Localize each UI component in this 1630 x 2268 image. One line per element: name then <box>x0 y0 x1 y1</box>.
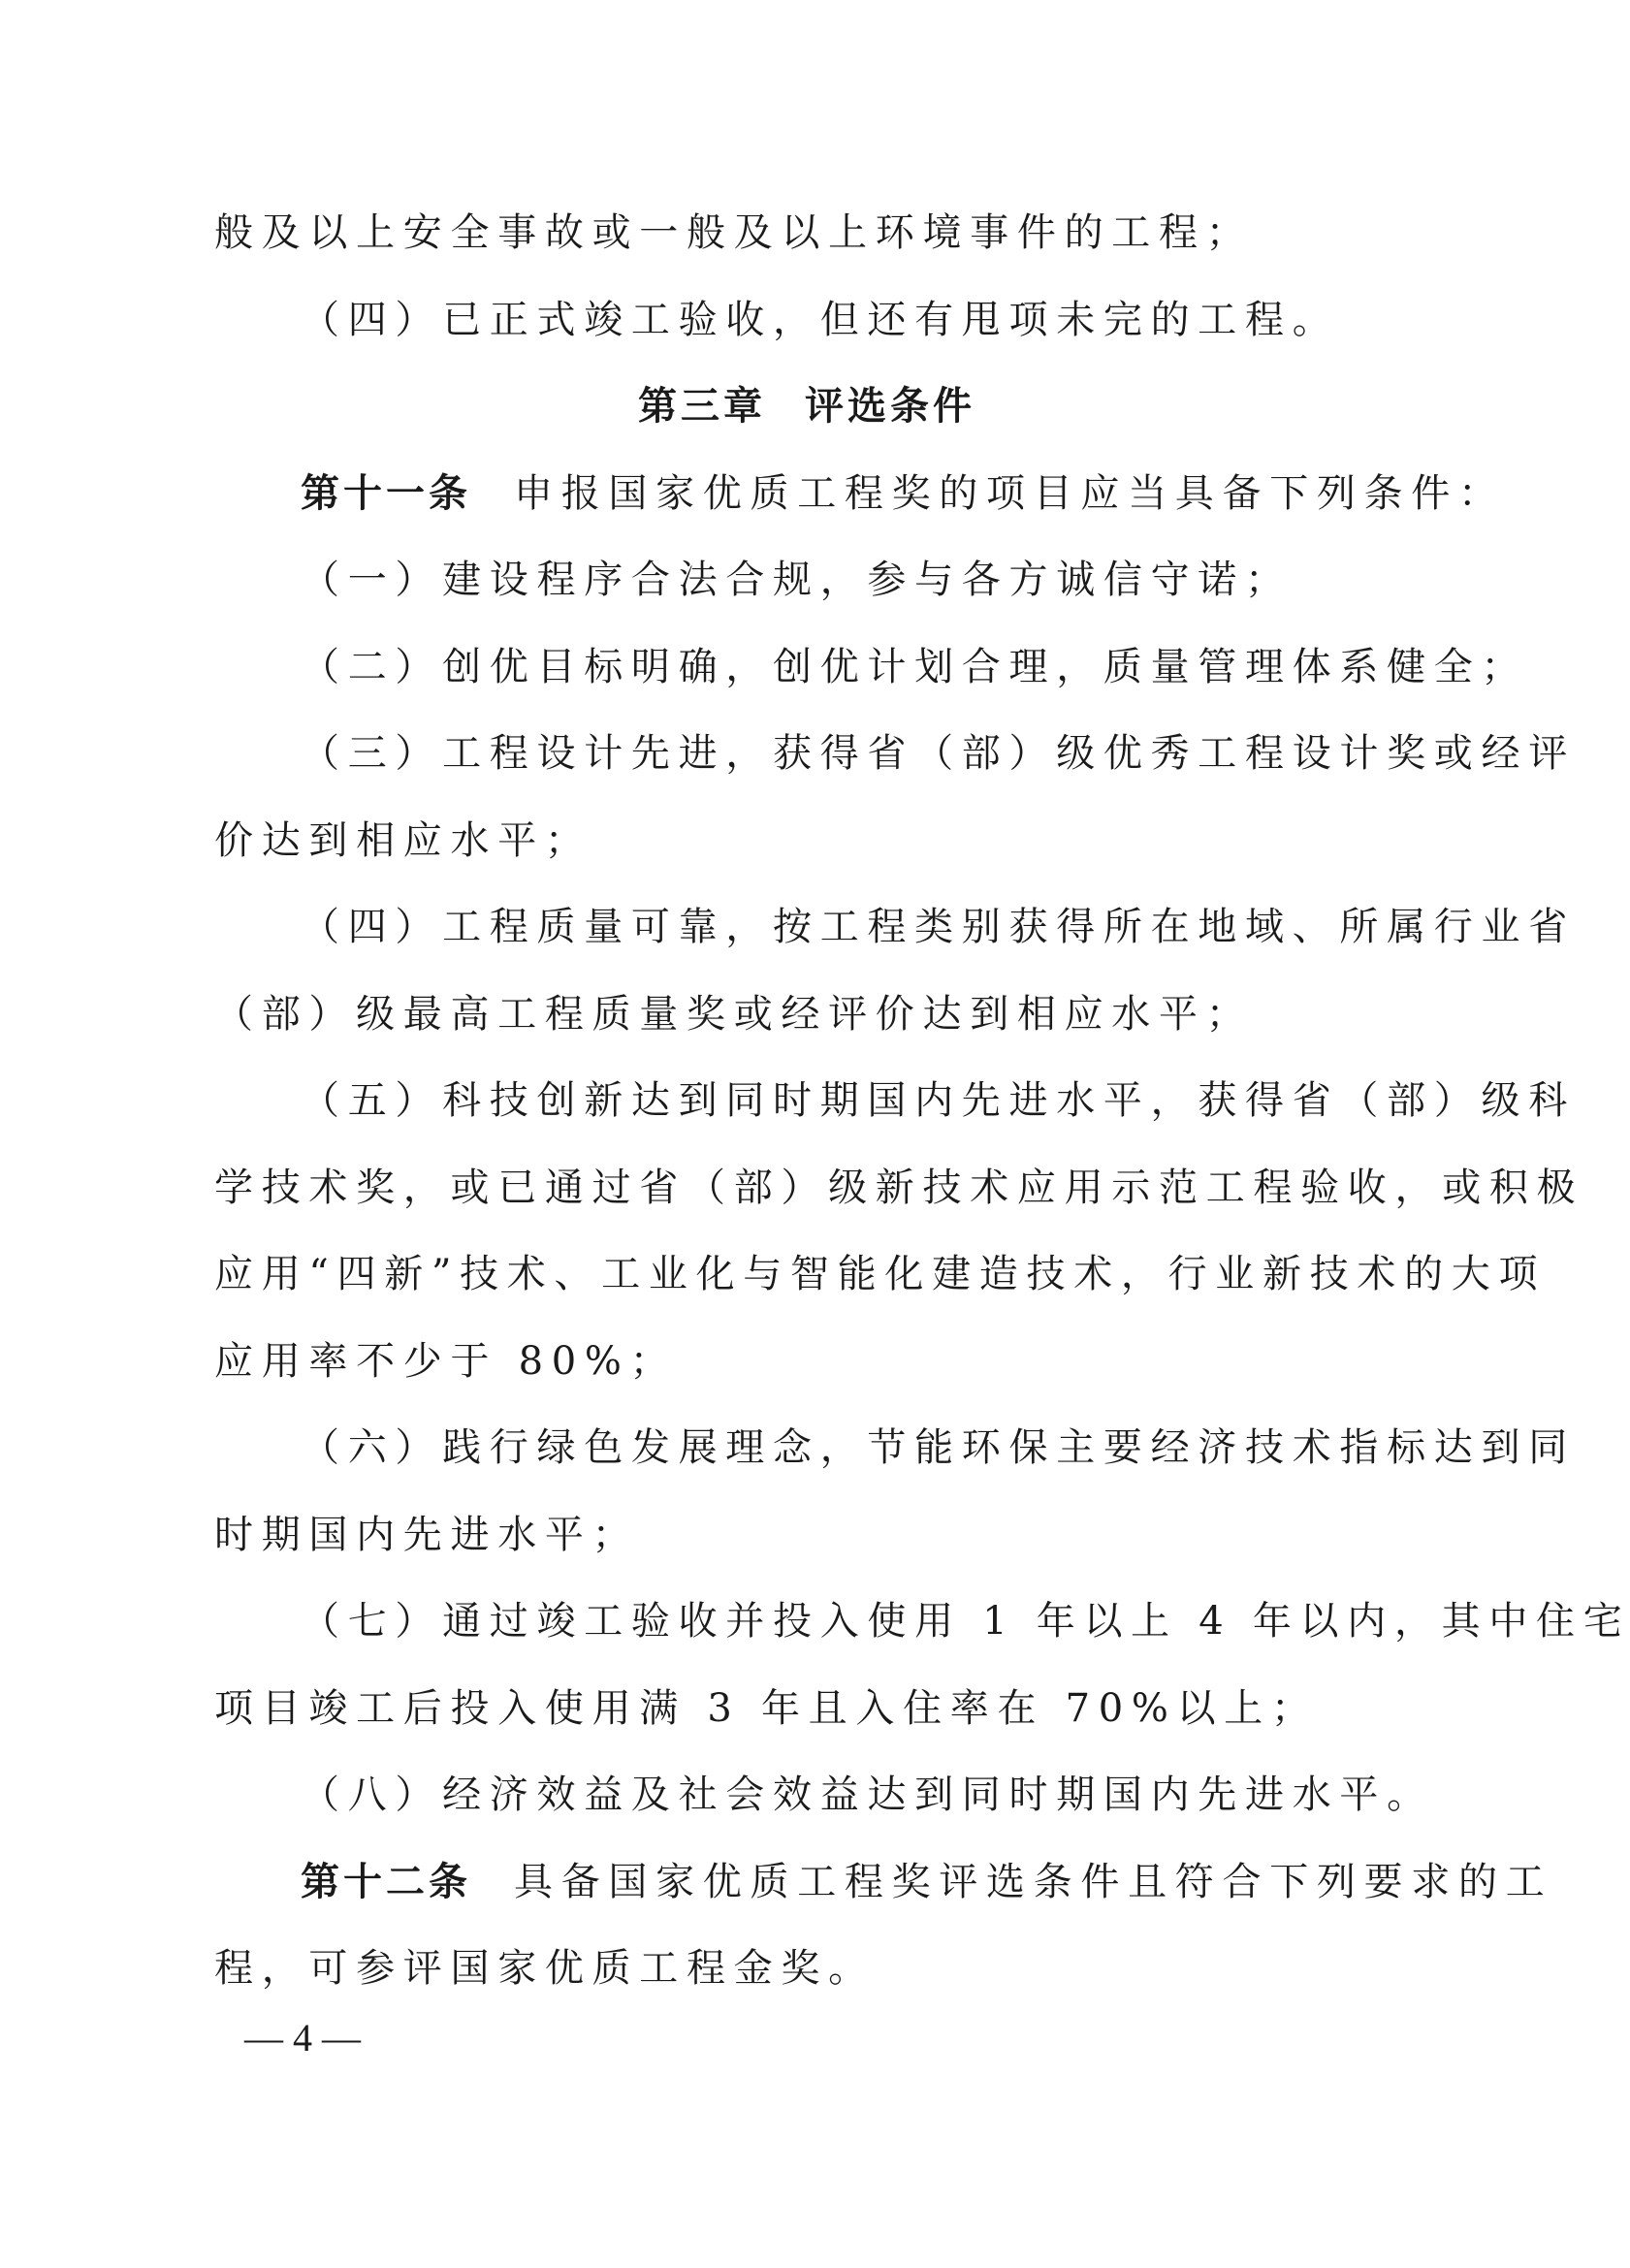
condition-line: 项目竣工后投入使用满 3 年且入住率在 70%以上； <box>214 1685 1319 1731</box>
condition-line: 时期国内先进水平； <box>214 1512 640 1557</box>
condition-line: （三）工程设计先进，获得省（部）级优秀工程设计奖或经评 <box>301 731 1576 776</box>
paragraph-line: 般及以上安全事故或一般及以上环境事件的工程； <box>214 210 1254 255</box>
article-number: 第十二条 <box>301 1859 471 1904</box>
condition-line: （八）经济效益及社会效益达到同时期国内先进水平。 <box>301 1773 1434 1817</box>
article-lead-text: 具备国家优质工程奖评选条件且符合下列要求的工 <box>514 1859 1553 1904</box>
paragraph-line: （四）已正式竣工验收，但还有甩项未完的工程。 <box>301 297 1340 342</box>
chapter-number: 第三章 <box>638 384 766 429</box>
page-number: — 4 — <box>244 2016 361 2060</box>
paragraph-line: 程，可参评国家优质工程金奖。 <box>214 1946 876 1991</box>
condition-line: （一）建设程序合法合规，参与各方诚信守诺； <box>301 558 1293 602</box>
condition-line: （七）通过竣工验收并投入使用 1 年以上 4 年以内，其中住宅 <box>301 1599 1630 1644</box>
condition-line: （五）科技创新达到同时期国内先进水平，获得省（部）级科 <box>301 1078 1576 1123</box>
condition-line: 应用“四新”技术、工业化与智能化建造技术，行业新技术的大项 <box>214 1252 1547 1296</box>
chapter-title: 评选条件 <box>805 384 975 429</box>
condition-line: 学技术奖，或已通过省（部）级新技术应用示范工程验收，或积极 <box>214 1165 1584 1210</box>
chapter-heading <box>214 384 1399 429</box>
condition-line: （二）创优目标明确，创优计划合理，质量管理体系健全； <box>301 644 1529 689</box>
condition-line: （四）工程质量可靠，按工程类别获得所在地域、所属行业省 <box>301 905 1576 949</box>
condition-line: （部）级最高工程质量奖或经评价达到相应水平； <box>214 991 1254 1037</box>
article-11-paragraph <box>214 470 1506 516</box>
article-number: 第十一条 <box>301 470 471 516</box>
condition-line: 价达到相应水平； <box>214 817 592 863</box>
article-12-paragraph <box>214 1859 1553 1904</box>
article-lead-text: 申报国家优质工程奖的项目应当具备下列条件： <box>514 470 1506 516</box>
document-body <box>214 210 1630 2036</box>
condition-line: 应用率不少于 80%； <box>214 1338 678 1384</box>
condition-line: （六）践行绿色发展理念，节能环保主要经济技术指标达到同 <box>301 1425 1576 1470</box>
